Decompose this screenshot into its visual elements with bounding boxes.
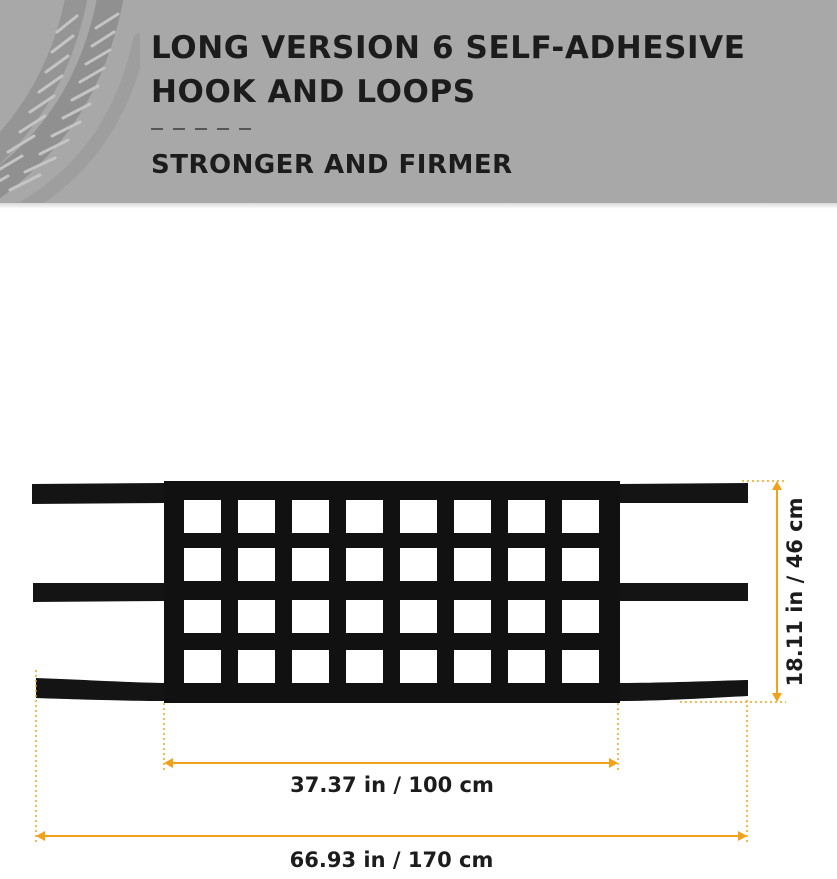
net-panel: [164, 481, 620, 703]
strap-top: [32, 483, 166, 504]
subheadline: STRONGER AND FIRMER: [151, 150, 513, 180]
strap-top-right: [618, 483, 748, 503]
height-label: 18.11 in / 46 cm: [783, 497, 807, 687]
inner-width-label: 37.37 in / 100 cm: [290, 773, 494, 797]
strap-middle-right: [618, 583, 748, 601]
headline: LONG VERSION 6 SELF-ADHESIVE HOOK AND LOOPS: [151, 30, 746, 110]
strap-bottom-right: [618, 680, 748, 701]
total-width-label: 66.93 in / 170 cm: [289, 848, 494, 872]
strap-middle: [33, 583, 166, 602]
strap-bottom: [36, 678, 166, 701]
